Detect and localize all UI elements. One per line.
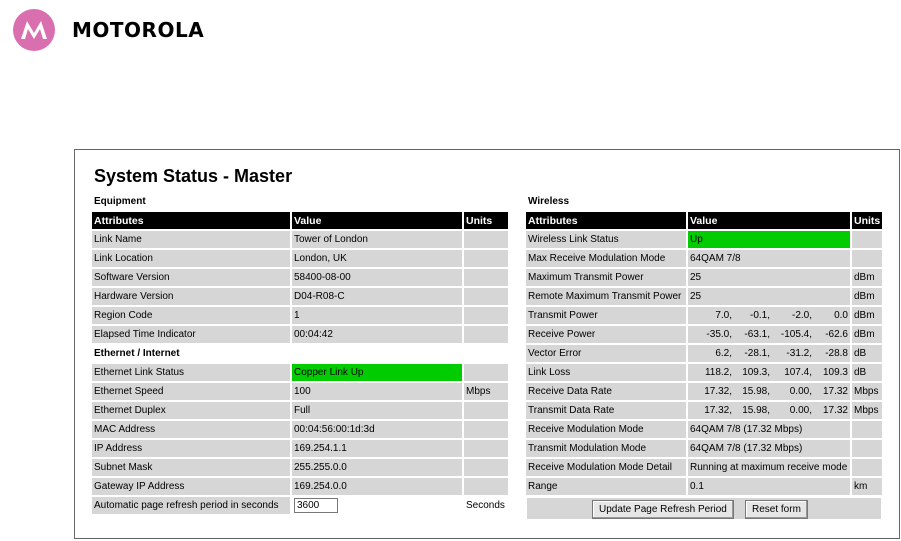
table-row — [526, 307, 882, 324]
value-part: 17.32, — [704, 386, 732, 397]
value-cell: 64QAM 7/8 (17.32 Mbps) — [686, 440, 850, 457]
table-row — [92, 250, 508, 267]
update-refresh-period-button[interactable]: Update Page Refresh Period — [592, 500, 734, 519]
table-row — [92, 478, 508, 495]
value-cell — [686, 364, 850, 381]
table-row — [92, 288, 508, 305]
table-row — [526, 440, 882, 457]
attribute-cell: Receive Modulation Mode Detail — [526, 459, 686, 476]
table-row — [92, 326, 508, 343]
refresh-value-cell — [290, 497, 462, 514]
units-cell: Mbps — [850, 402, 882, 419]
attribute-cell: Elapsed Time Indicator — [92, 326, 290, 343]
refresh-period-input[interactable] — [294, 498, 338, 513]
table-row — [526, 269, 882, 286]
status-badge: Up — [686, 231, 850, 248]
equipment-table — [92, 210, 508, 516]
table-row — [526, 288, 882, 305]
attribute-cell: Maximum Transmit Power — [526, 269, 686, 286]
units-cell — [462, 478, 508, 495]
value-cell: 64QAM 7/8 — [686, 250, 850, 267]
table-row — [526, 231, 882, 248]
attribute-cell: Hardware Version — [92, 288, 290, 305]
attribute-cell: Range — [526, 478, 686, 495]
value-part: -105.4, — [780, 329, 812, 340]
table-row — [526, 326, 882, 343]
value-cell: 1 — [290, 307, 462, 324]
value-cell: D04-R08-C — [290, 288, 462, 305]
ethernet-section-label: Ethernet / Internet — [92, 345, 508, 362]
value-cell: Tower of London — [290, 231, 462, 248]
value-part: 7.0, — [715, 310, 732, 321]
col-header-attributes: Attributes — [92, 212, 290, 229]
units-cell: dBm — [850, 269, 882, 286]
units-cell — [462, 440, 508, 457]
units-cell — [850, 250, 882, 267]
value-part: -35.0, — [706, 329, 732, 340]
attribute-cell: Region Code — [92, 307, 290, 324]
attribute-cell: IP Address — [92, 440, 290, 457]
table-row — [92, 459, 508, 476]
attribute-cell: Max Receive Modulation Mode — [526, 250, 686, 267]
units-cell: dBm — [850, 288, 882, 305]
value-cell: 255.255.0.0 — [290, 459, 462, 476]
table-row — [92, 421, 508, 438]
table-row — [92, 383, 508, 400]
attribute-cell: Transmit Power — [526, 307, 686, 324]
attribute-cell: Subnet Mask — [92, 459, 290, 476]
units-cell — [462, 288, 508, 305]
value-part: -31.2, — [786, 348, 812, 359]
col-header-value: Value — [290, 212, 462, 229]
attribute-cell: Transmit Data Rate — [526, 402, 686, 419]
value-cell — [686, 345, 850, 362]
value-cell: 169.254.1.1 — [290, 440, 462, 457]
col-header-units: Units — [462, 212, 508, 229]
value-cell: 00:04:56:00:1d:3d — [290, 421, 462, 438]
units-cell — [462, 459, 508, 476]
value-cell: 100 — [290, 383, 462, 400]
units-cell — [462, 231, 508, 248]
table-row — [526, 478, 882, 495]
value-cell: 64QAM 7/8 (17.32 Mbps) — [686, 421, 850, 438]
value-part: -28.8 — [825, 348, 848, 359]
units-cell — [850, 421, 882, 438]
table-row — [92, 440, 508, 457]
units-cell — [850, 459, 882, 476]
units-cell: Mbps — [850, 383, 882, 400]
value-cell: 169.254.0.0 — [290, 478, 462, 495]
table-row — [526, 250, 882, 267]
refresh-row — [92, 497, 508, 514]
value-cell: 25 — [686, 288, 850, 305]
value-part: 15.98, — [742, 386, 770, 397]
brand-name: MOTOROLA — [72, 18, 205, 42]
attribute-cell: Link Loss — [526, 364, 686, 381]
units-cell — [462, 364, 508, 381]
table-row — [92, 231, 508, 248]
table-row — [92, 364, 508, 381]
units-cell: dB — [850, 345, 882, 362]
value-cell — [686, 383, 850, 400]
col-header-units: Units — [850, 212, 882, 229]
status-badge: Copper Link Up — [290, 364, 462, 381]
value-part: -62.6 — [825, 329, 848, 340]
table-row — [526, 345, 882, 362]
units-cell: dBm — [850, 326, 882, 343]
value-cell — [686, 326, 850, 343]
units-cell — [850, 440, 882, 457]
table-row — [92, 402, 508, 419]
value-part: -28.1, — [744, 348, 770, 359]
table-row — [526, 364, 882, 381]
table-row — [526, 383, 882, 400]
attribute-cell: Software Version — [92, 269, 290, 286]
attribute-cell: Ethernet Link Status — [92, 364, 290, 381]
table-row — [526, 459, 882, 476]
units-cell: Seconds — [462, 497, 508, 514]
units-cell: dBm — [850, 307, 882, 324]
value-part: 109.3, — [742, 367, 770, 378]
table-row — [526, 421, 882, 438]
value-part: 17.32, — [704, 405, 732, 416]
attribute-cell: Link Name — [92, 231, 290, 248]
table-row — [92, 269, 508, 286]
subsection-row — [92, 345, 508, 362]
units-cell — [462, 326, 508, 343]
value-part: 6.2, — [715, 348, 732, 359]
value-part: 109.3 — [822, 367, 848, 378]
attribute-cell: MAC Address — [92, 421, 290, 438]
attribute-cell: Vector Error — [526, 345, 686, 362]
col-header-value: Value — [686, 212, 850, 229]
units-cell — [462, 269, 508, 286]
motorola-logo-icon — [13, 9, 55, 51]
value-part: 0.00, — [789, 405, 812, 416]
refresh-label: Automatic page refresh period in seconds — [92, 497, 290, 514]
value-part: -0.1, — [749, 310, 770, 321]
value-cell: 00:04:42 — [290, 326, 462, 343]
value-cell: Running at maximum receive mode — [686, 459, 850, 476]
attribute-cell: Remote Maximum Transmit Power — [526, 288, 686, 305]
value-cell: London, UK — [290, 250, 462, 267]
col-header-attributes: Attributes — [526, 212, 686, 229]
value-part: 0.0 — [834, 310, 848, 321]
value-part: 0.00, — [789, 386, 812, 397]
attribute-cell: Gateway IP Address — [92, 478, 290, 495]
attribute-cell: Wireless Link Status — [526, 231, 686, 248]
batwing-icon — [19, 19, 49, 41]
table-row — [526, 402, 882, 419]
equipment-section-label: Equipment — [94, 196, 146, 207]
value-cell — [686, 402, 850, 419]
value-part: 107.4, — [784, 367, 812, 378]
units-cell — [462, 307, 508, 324]
reset-form-button[interactable]: Reset form — [745, 500, 808, 519]
wireless-table — [526, 210, 882, 497]
units-cell — [850, 231, 882, 248]
attribute-cell: Transmit Modulation Mode — [526, 440, 686, 457]
units-cell — [462, 250, 508, 267]
value-cell: 0.1 — [686, 478, 850, 495]
units-cell: dB — [850, 364, 882, 381]
attribute-cell: Ethernet Duplex — [92, 402, 290, 419]
table-row — [92, 307, 508, 324]
page-title: System Status - Master — [94, 166, 293, 186]
value-part: -63.1, — [744, 329, 770, 340]
attribute-cell: Receive Data Rate — [526, 383, 686, 400]
units-cell — [462, 421, 508, 438]
wireless-section-label: Wireless — [528, 196, 570, 207]
value-cell: 25 — [686, 269, 850, 286]
value-part: 17.32 — [822, 386, 848, 397]
attribute-cell: Receive Modulation Mode — [526, 421, 686, 438]
value-part: -2.0, — [791, 310, 812, 321]
units-cell: Mbps — [462, 383, 508, 400]
value-part: 15.98, — [742, 405, 770, 416]
value-part: 118.2, — [704, 367, 732, 378]
value-cell: 58400-08-00 — [290, 269, 462, 286]
attribute-cell: Ethernet Speed — [92, 383, 290, 400]
value-part: 17.32 — [822, 405, 848, 416]
units-cell: km — [850, 478, 882, 495]
value-cell — [686, 307, 850, 324]
attribute-cell: Link Location — [92, 250, 290, 267]
attribute-cell: Receive Power — [526, 326, 686, 343]
value-cell: Full — [290, 402, 462, 419]
units-cell — [462, 402, 508, 419]
equipment-header-row — [92, 212, 508, 229]
wireless-header-row — [526, 212, 882, 229]
